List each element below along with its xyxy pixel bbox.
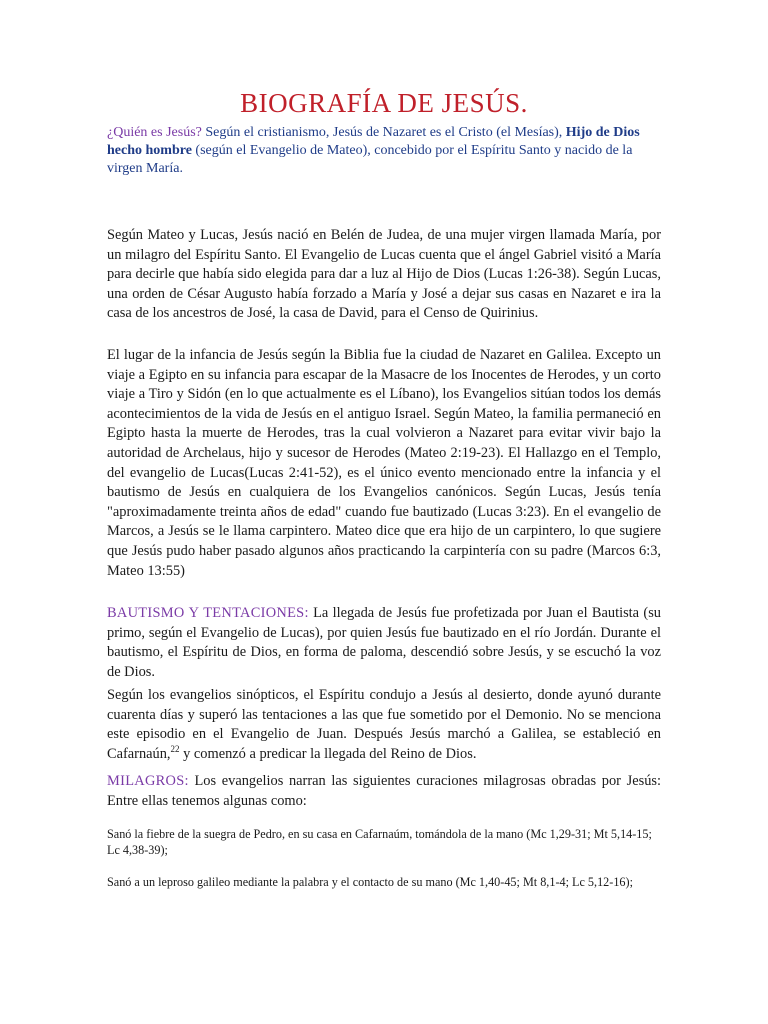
baptism-heading: BAUTISMO Y TENTACIONES: [107,605,309,621]
paragraph-miracles [107,772,661,811]
miracle-item-1: Sanó la fiebre de la suegra de Pedro, en su casa en Cafarnaúm, tomándola de la mano (Mc 1,29-31; Mt 5,14-15; Lc 4,38-39); [107,827,652,857]
document-title: BIOGRAFÍA DE JESÚS. [240,88,528,118]
footnote-ref: 22 [170,743,180,754]
intro-question: ¿Quién es Jesús? [107,125,202,140]
paragraph-temptations [107,686,661,764]
paragraph-birth: Según Mateo y Lucas, Jesús nació en Belén de Judea, de una mujer virgen llamada María, por un milagro del Espíritu Santo. El Evangelio de Lucas cuenta que el ángel Gabriel visitó a María para decirle que había sido elegida para dar a luz al Hijo de Dios (Lucas 1:26-38). Según Lucas, una orden de César Augusto había forzado a María y José a dejar sus casas en Nazaret e ira la casa de los ancestros de José, la casa de David, para el Censo de Quirinius. [107,227,661,322]
intro-text-1: Según el cristianismo, Jesús de Nazaret es el Cristo (el Mesías), [201,125,566,140]
miracles-text: Los evangelios narran las siguientes curaciones milagrosas obradas por Jesús: Entre ellas tenemos algunas como: [107,773,661,809]
miracles-heading: MILAGROS: [107,773,189,789]
paragraph-baptism [107,604,661,682]
intro-paragraph [107,124,663,178]
paragraph-childhood: El lugar de la infancia de Jesús según la Biblia fue la ciudad de Nazaret en Galilea. Excepto un viaje a Egipto en su infancia para escapar de la Masacre de los Inocentes de Herodes, y un corto viaje a Tiro y Sidón (en lo que actualmente es el Líbano), los Evangelios sitúan todos los demás acontecimientos de la vida de Jesús en el antiguo Israel. Según Mateo, la familia permaneció en Egipto hasta la muerte de Herodes, tras la cual volvieron a Nazaret para evitar vivir bajo la autoridad de Archelaus, hijo y sucesor de Herodes (Mateo 2:19-23). El Hallazgo en el Templo, del evangelio de Lucas(Lucas 2:41-52), es el único evento mencionado entre la infancia y el bautismo de Jesús en cualquiera de los Evangelios canónicos. Según Lucas, Jesús tenía "aproximadamente treinta años de edad" cuando fue bautizado (Lucas 3:23). En el evangelio de Marcos, a Jesús se le llama carpintero. Mateo dice que era hijo de un carpintero, lo que sugiere que Jesús pudo haber pasado algunos años practicando la carpintería con su padre (Marcos 6:3, Mateo 13:55) [107,347,661,579]
temptations-text-b: y comenzó a predicar la llegada del Reino de Dios. [179,745,477,762]
intro-text-2: (según el Evangelio de Mateo), concebido por el Espíritu Santo y nacido de la virgen María. [107,143,633,176]
intro-bold: Hijo de Dios hecho hombre [107,125,640,158]
temptations-text-a: Según los evangelios sinópticos, el Espíritu condujo a Jesús al desierto, donde ayunó durante cuarenta días y superó las tentaciones a las que fue sometido por el Demonio. No se menciona este episodio en el Evangelio de Juan. Después Jesús marchó a Galilea, se estableció en Cafarnaún, [107,687,661,762]
miracle-item-2: Sanó a un leproso galileo mediante la palabra y el contacto de su mano (Mc 1,40-45; Mt 8,1-4; Lc 5,12-16); [107,875,633,889]
baptism-text: La llegada de Jesús fue profetizada por Juan el Bautista (su primo, según el Evangelio de Lucas), por quien Jesús fue bautizado en el río Jordán. Durante el bautismo, el Espíritu de Dios, en forma de paloma, descendió sobre Jesús, y se escuchó la voz de Dios. [107,605,661,680]
